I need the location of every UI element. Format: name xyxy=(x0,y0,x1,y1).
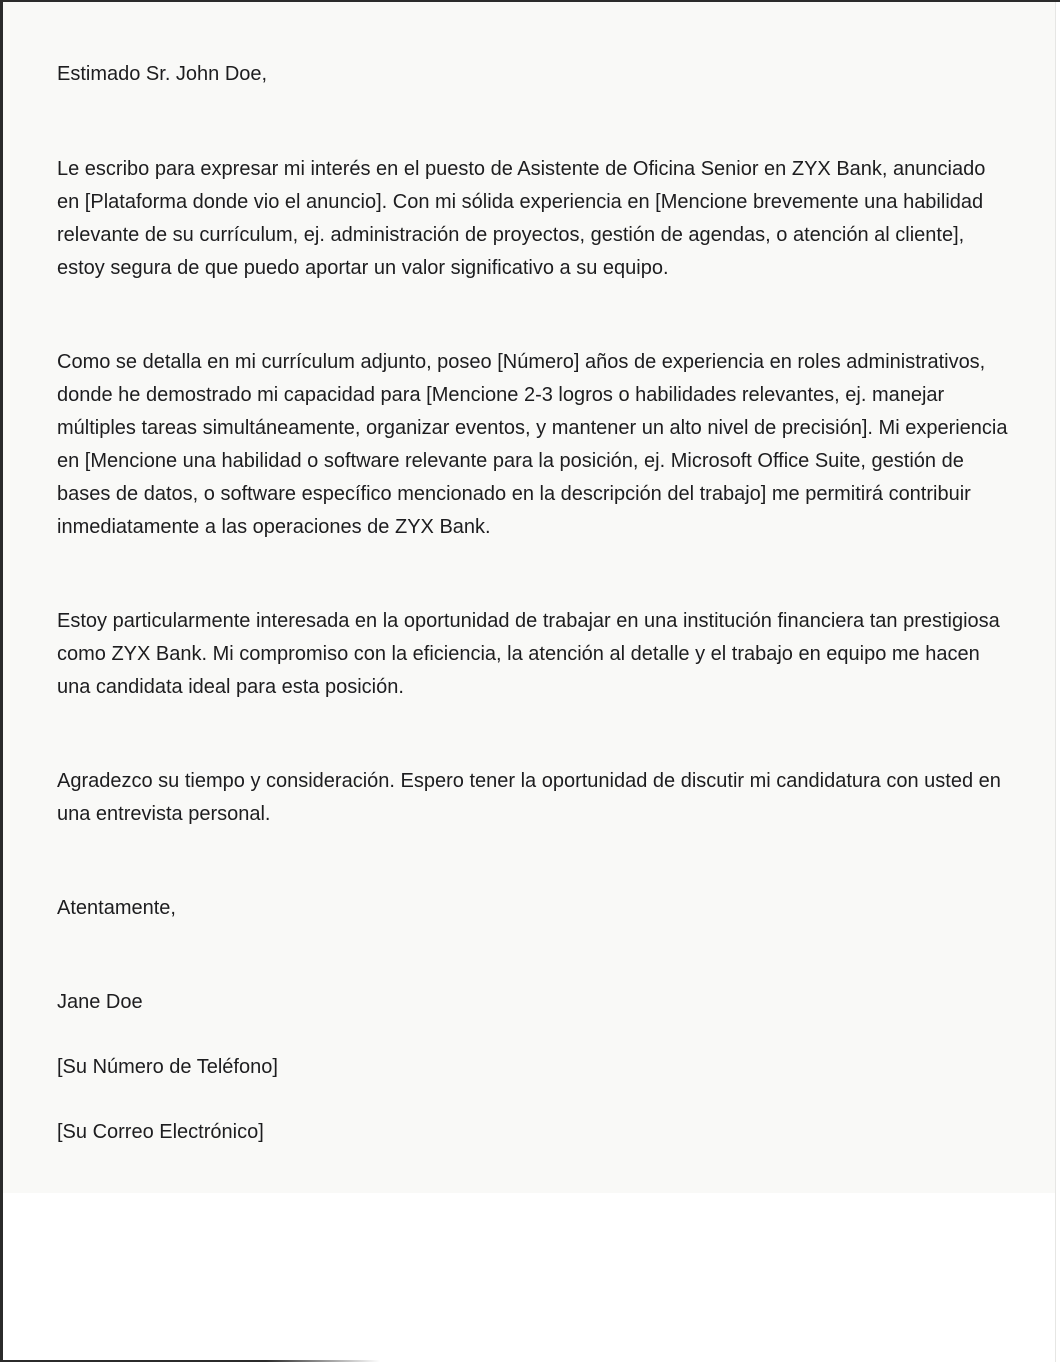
cover-letter-body xyxy=(3,2,1055,1149)
body-paragraph-motivation: Estoy particularmente interesada en la oportunidad de trabajar en una institución financiera tan prestigiosa como ZYX Bank. Mi compromiso con la eficiencia, la atención al detalle y el trabajo en equipo me hacen una candidata ideal para esta posición. xyxy=(57,610,1000,698)
closing-line: Atentamente, xyxy=(57,897,176,919)
signature-phone: [Su Número de Teléfono] xyxy=(57,1056,278,1078)
body-paragraph-experience: Como se detalla en mi currículum adjunto, poseo [Número] años de experiencia en roles administrativos, donde he demostrado mi capacidad para [Mencione 2-3 logros o habilidades relevantes, ej. manejar múltiples tareas simultáneamente, organizar eventos, y mantener un alto nivel de precisión]. Mi experiencia en [Mencione una habilidad o software relevante para la posición, ej. Microsoft Office Suite, gestión de bases de datos, o software específico mencionado en la descripción del trabajo] me permitirá contribuir inmediatamente a las operaciones de ZYX Bank. xyxy=(57,351,1008,538)
signature-email: [Su Correo Electrónico] xyxy=(57,1121,264,1143)
signature-name: Jane Doe xyxy=(57,991,143,1013)
frame-top-border xyxy=(0,0,1060,2)
frame-left-border xyxy=(0,0,3,1362)
greeting-line: Estimado Sr. John Doe, xyxy=(57,63,268,85)
body-paragraph-thanks: Agradezco su tiempo y consideración. Espero tener la oportunidad de discutir mi candidatura con usted en una entrevista personal. xyxy=(57,770,1001,825)
body-paragraph-intro: Le escribo para expresar mi interés en el puesto de Asistente de Oficina Senior en ZYX Bank, anunciado en [Plataforma donde vio el anuncio]. Con mi sólida experiencia en [Mencione brevemente una habilidad relevante de su currículum, ej. administración de proyectos, gestión de agendas, o atención al cliente], estoy segura de que puedo aportar un valor significativo a su equipo. xyxy=(57,158,986,279)
letter-sheet xyxy=(3,2,1055,1193)
right-edge-divider xyxy=(1055,0,1056,1362)
